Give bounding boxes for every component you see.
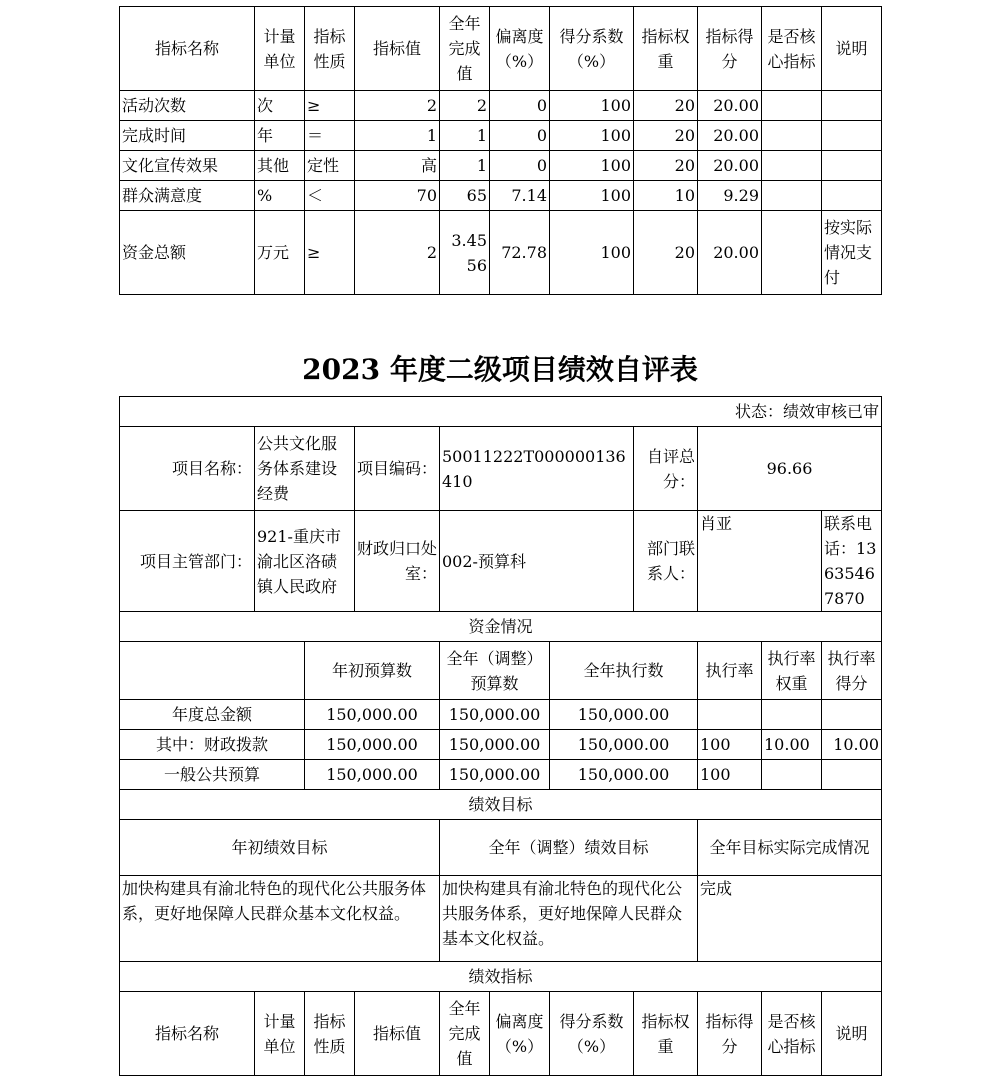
indicator-coefficient: 100: [550, 91, 634, 121]
indicator-name: 活动次数: [120, 91, 255, 121]
indicator-name: 资金总额: [120, 211, 255, 295]
indicator-actual: 2: [440, 91, 490, 121]
project-dept-row: [120, 511, 882, 612]
finance-office-value: 002-预算科: [440, 511, 634, 612]
header-cell: 说明: [822, 7, 882, 91]
indicator-unit: 年: [255, 121, 305, 151]
indicator-core: [762, 181, 822, 211]
phone-number: 13635467870: [824, 539, 877, 608]
indicator-type: 定性: [305, 151, 355, 181]
header-cell: 指标权重: [634, 7, 698, 91]
indicator-type: ≥: [305, 91, 355, 121]
goals-section-title: 绩效目标: [120, 790, 882, 820]
indicator-name: 群众满意度: [120, 181, 255, 211]
indicator-score: 20.00: [698, 121, 762, 151]
indicator-type: ＝: [305, 121, 355, 151]
indicator-unit: 次: [255, 91, 305, 121]
header-cell: 指标值: [355, 7, 440, 91]
header-cell: 全年完成值: [440, 7, 490, 91]
funds-exec-rate: [698, 700, 762, 730]
indicator-weight: 10: [634, 181, 698, 211]
goals-initial-text: 加快构建具有渝北特色的现代化公共服务体系，更好地保障人民群众基本文化权益。: [120, 876, 440, 962]
header-cell: 得分系数（%）: [550, 7, 634, 91]
indicator-type: ≥: [305, 211, 355, 295]
indicator-note: [822, 91, 882, 121]
status-label: 状态：绩效审核已审: [120, 397, 882, 427]
funds-header-cell: 全年执行数: [550, 642, 698, 700]
funds-rate-weight: [762, 700, 822, 730]
indicator-score: 20.00: [698, 91, 762, 121]
funds-header-cell: 年初预算数: [305, 642, 440, 700]
status-row: [120, 397, 882, 427]
table-row: [120, 151, 882, 181]
goals-content-row: [120, 876, 882, 962]
funds-adjusted-budget: 150,000.00: [440, 730, 550, 760]
goals-header-row: [120, 820, 882, 876]
funds-initial-budget: 150,000.00: [305, 700, 440, 730]
indicator-coefficient: 100: [550, 151, 634, 181]
funds-header-cell: 执行率权重: [762, 642, 822, 700]
indicators-header-row: [120, 992, 882, 1076]
funds-rate-score: [822, 760, 882, 790]
indicator-coefficient: 100: [550, 121, 634, 151]
table-row: [120, 121, 882, 151]
dept-label: 项目主管部门：: [120, 511, 255, 612]
funds-header-row: [120, 642, 882, 700]
header-cell: 指标性质: [305, 7, 355, 91]
header-cell: 全年完成值: [440, 992, 490, 1076]
funds-rate-score: [822, 700, 882, 730]
indicator-target: 2: [355, 211, 440, 295]
funds-executed: 150,000.00: [550, 730, 698, 760]
table-row: [120, 91, 882, 121]
funds-executed: 150,000.00: [550, 700, 698, 730]
indicator-deviation: 0: [490, 151, 550, 181]
goals-adjusted-header: 全年（调整）绩效目标: [440, 820, 698, 876]
indicator-note: [822, 181, 882, 211]
indicator-deviation: 0: [490, 121, 550, 151]
indicator-note: [822, 121, 882, 151]
indicator-actual: 3.4556: [440, 211, 490, 295]
indicator-score: 20.00: [698, 211, 762, 295]
header-cell: 说明: [822, 992, 882, 1076]
funds-header-cell: [120, 642, 305, 700]
project-info-row: [120, 427, 882, 511]
funds-rate-score: 10.00: [822, 730, 882, 760]
indicator-unit: %: [255, 181, 305, 211]
indicator-target: 1: [355, 121, 440, 151]
indicator-weight: 20: [634, 121, 698, 151]
header-cell: 计量单位: [255, 992, 305, 1076]
indicator-target: 2: [355, 91, 440, 121]
indicator-deviation: 7.14: [490, 181, 550, 211]
indicator-actual: 65: [440, 181, 490, 211]
goals-actual-header: 全年目标实际完成情况: [698, 820, 882, 876]
funds-adjusted-budget: 150,000.00: [440, 700, 550, 730]
indicator-name: 文化宣传效果: [120, 151, 255, 181]
indicator-score: 20.00: [698, 151, 762, 181]
indicators-section-title: 绩效指标: [120, 962, 882, 992]
project-name-label: 项目名称：: [120, 427, 255, 511]
self-score-label: 自评总分：: [634, 427, 698, 511]
self-score-value: 96.66: [698, 427, 882, 511]
header-cell: 偏离度（%）: [490, 992, 550, 1076]
funds-initial-budget: 150,000.00: [305, 760, 440, 790]
table-row: [120, 730, 882, 760]
indicator-target: 高: [355, 151, 440, 181]
table-row: [120, 211, 882, 295]
funds-row-label: 年度总金额: [120, 700, 305, 730]
funds-exec-rate: 100: [698, 760, 762, 790]
funds-header-cell: 执行率: [698, 642, 762, 700]
funds-row-label: 一般公共预算: [120, 760, 305, 790]
indicator-weight: 20: [634, 151, 698, 181]
header-cell: 指标值: [355, 992, 440, 1076]
header-cell: 计量单位: [255, 7, 305, 91]
project-code-label: 项目编码：: [355, 427, 440, 511]
funds-header-cell: 执行率得分: [822, 642, 882, 700]
indicator-deviation: 72.78: [490, 211, 550, 295]
page-title: 2023 年度二级项目绩效自评表: [302, 353, 698, 386]
funds-adjusted-budget: 150,000.00: [440, 760, 550, 790]
goals-actual-text: 完成: [698, 876, 882, 962]
project-name-value: 公共文化服务体系建设经费: [255, 427, 355, 511]
funds-row-label: 其中：财政拨款: [120, 730, 305, 760]
indicator-unit: 万元: [255, 211, 305, 295]
indicator-core: [762, 211, 822, 295]
funds-header-cell: 全年（调整）预算数: [440, 642, 550, 700]
indicator-coefficient: 100: [550, 181, 634, 211]
funds-executed: 150,000.00: [550, 760, 698, 790]
indicator-note: [822, 151, 882, 181]
header-cell: 得分系数（%）: [550, 992, 634, 1076]
table-header-row: [120, 7, 882, 91]
funds-rate-weight: [762, 760, 822, 790]
evaluation-table: [119, 396, 882, 1076]
table-row: [120, 760, 882, 790]
header-cell: 指标性质: [305, 992, 355, 1076]
indicator-actual: 1: [440, 121, 490, 151]
project-code-value: 50011222T000000136410: [440, 427, 634, 511]
indicator-core: [762, 151, 822, 181]
table-row: [120, 700, 882, 730]
indicator-score: 9.29: [698, 181, 762, 211]
indicator-weight: 20: [634, 211, 698, 295]
dept-value: 921-重庆市渝北区洛碛镇人民政府: [255, 511, 355, 612]
funds-exec-rate: 100: [698, 730, 762, 760]
indicator-unit: 其他: [255, 151, 305, 181]
indicator-actual: 1: [440, 151, 490, 181]
indicator-target: 70: [355, 181, 440, 211]
header-cell: 指标权重: [634, 992, 698, 1076]
header-cell: 指标名称: [120, 7, 255, 91]
indicator-core: [762, 91, 822, 121]
indicator-weight: 20: [634, 91, 698, 121]
goals-initial-header: 年初绩效目标: [120, 820, 440, 876]
funds-section-row: [120, 612, 882, 642]
indicator-deviation: 0: [490, 91, 550, 121]
indicator-type: ＜: [305, 181, 355, 211]
goals-section-row: [120, 790, 882, 820]
indicator-coefficient: 100: [550, 211, 634, 295]
header-cell: 是否核心指标: [762, 7, 822, 91]
header-cell: 指标得分: [698, 992, 762, 1076]
indicator-note: 按实际情况支付: [822, 211, 882, 295]
contact-label: 部门联系人：: [634, 511, 698, 612]
header-cell: 指标得分: [698, 7, 762, 91]
indicators-section-row: [120, 962, 882, 992]
header-cell: 指标名称: [120, 992, 255, 1076]
header-cell: 偏离度（%）: [490, 7, 550, 91]
header-cell: 是否核心指标: [762, 992, 822, 1076]
finance-office-label: 财政归口处室：: [355, 511, 440, 612]
indicator-table-top: [119, 6, 882, 295]
contact-value: 肖亚: [698, 511, 822, 612]
funds-initial-budget: 150,000.00: [305, 730, 440, 760]
funds-section-title: 资金情况: [120, 612, 882, 642]
table-row: [120, 181, 882, 211]
phone-label: 联系电话：: [824, 514, 873, 558]
indicator-core: [762, 121, 822, 151]
indicator-name: 完成时间: [120, 121, 255, 151]
phone-value: [822, 511, 882, 612]
goals-adjusted-text: 加快构建具有渝北特色的现代化公共服务体系，更好地保障人民群众基本文化权益。: [440, 876, 698, 962]
funds-rate-weight: 10.00: [762, 730, 822, 760]
